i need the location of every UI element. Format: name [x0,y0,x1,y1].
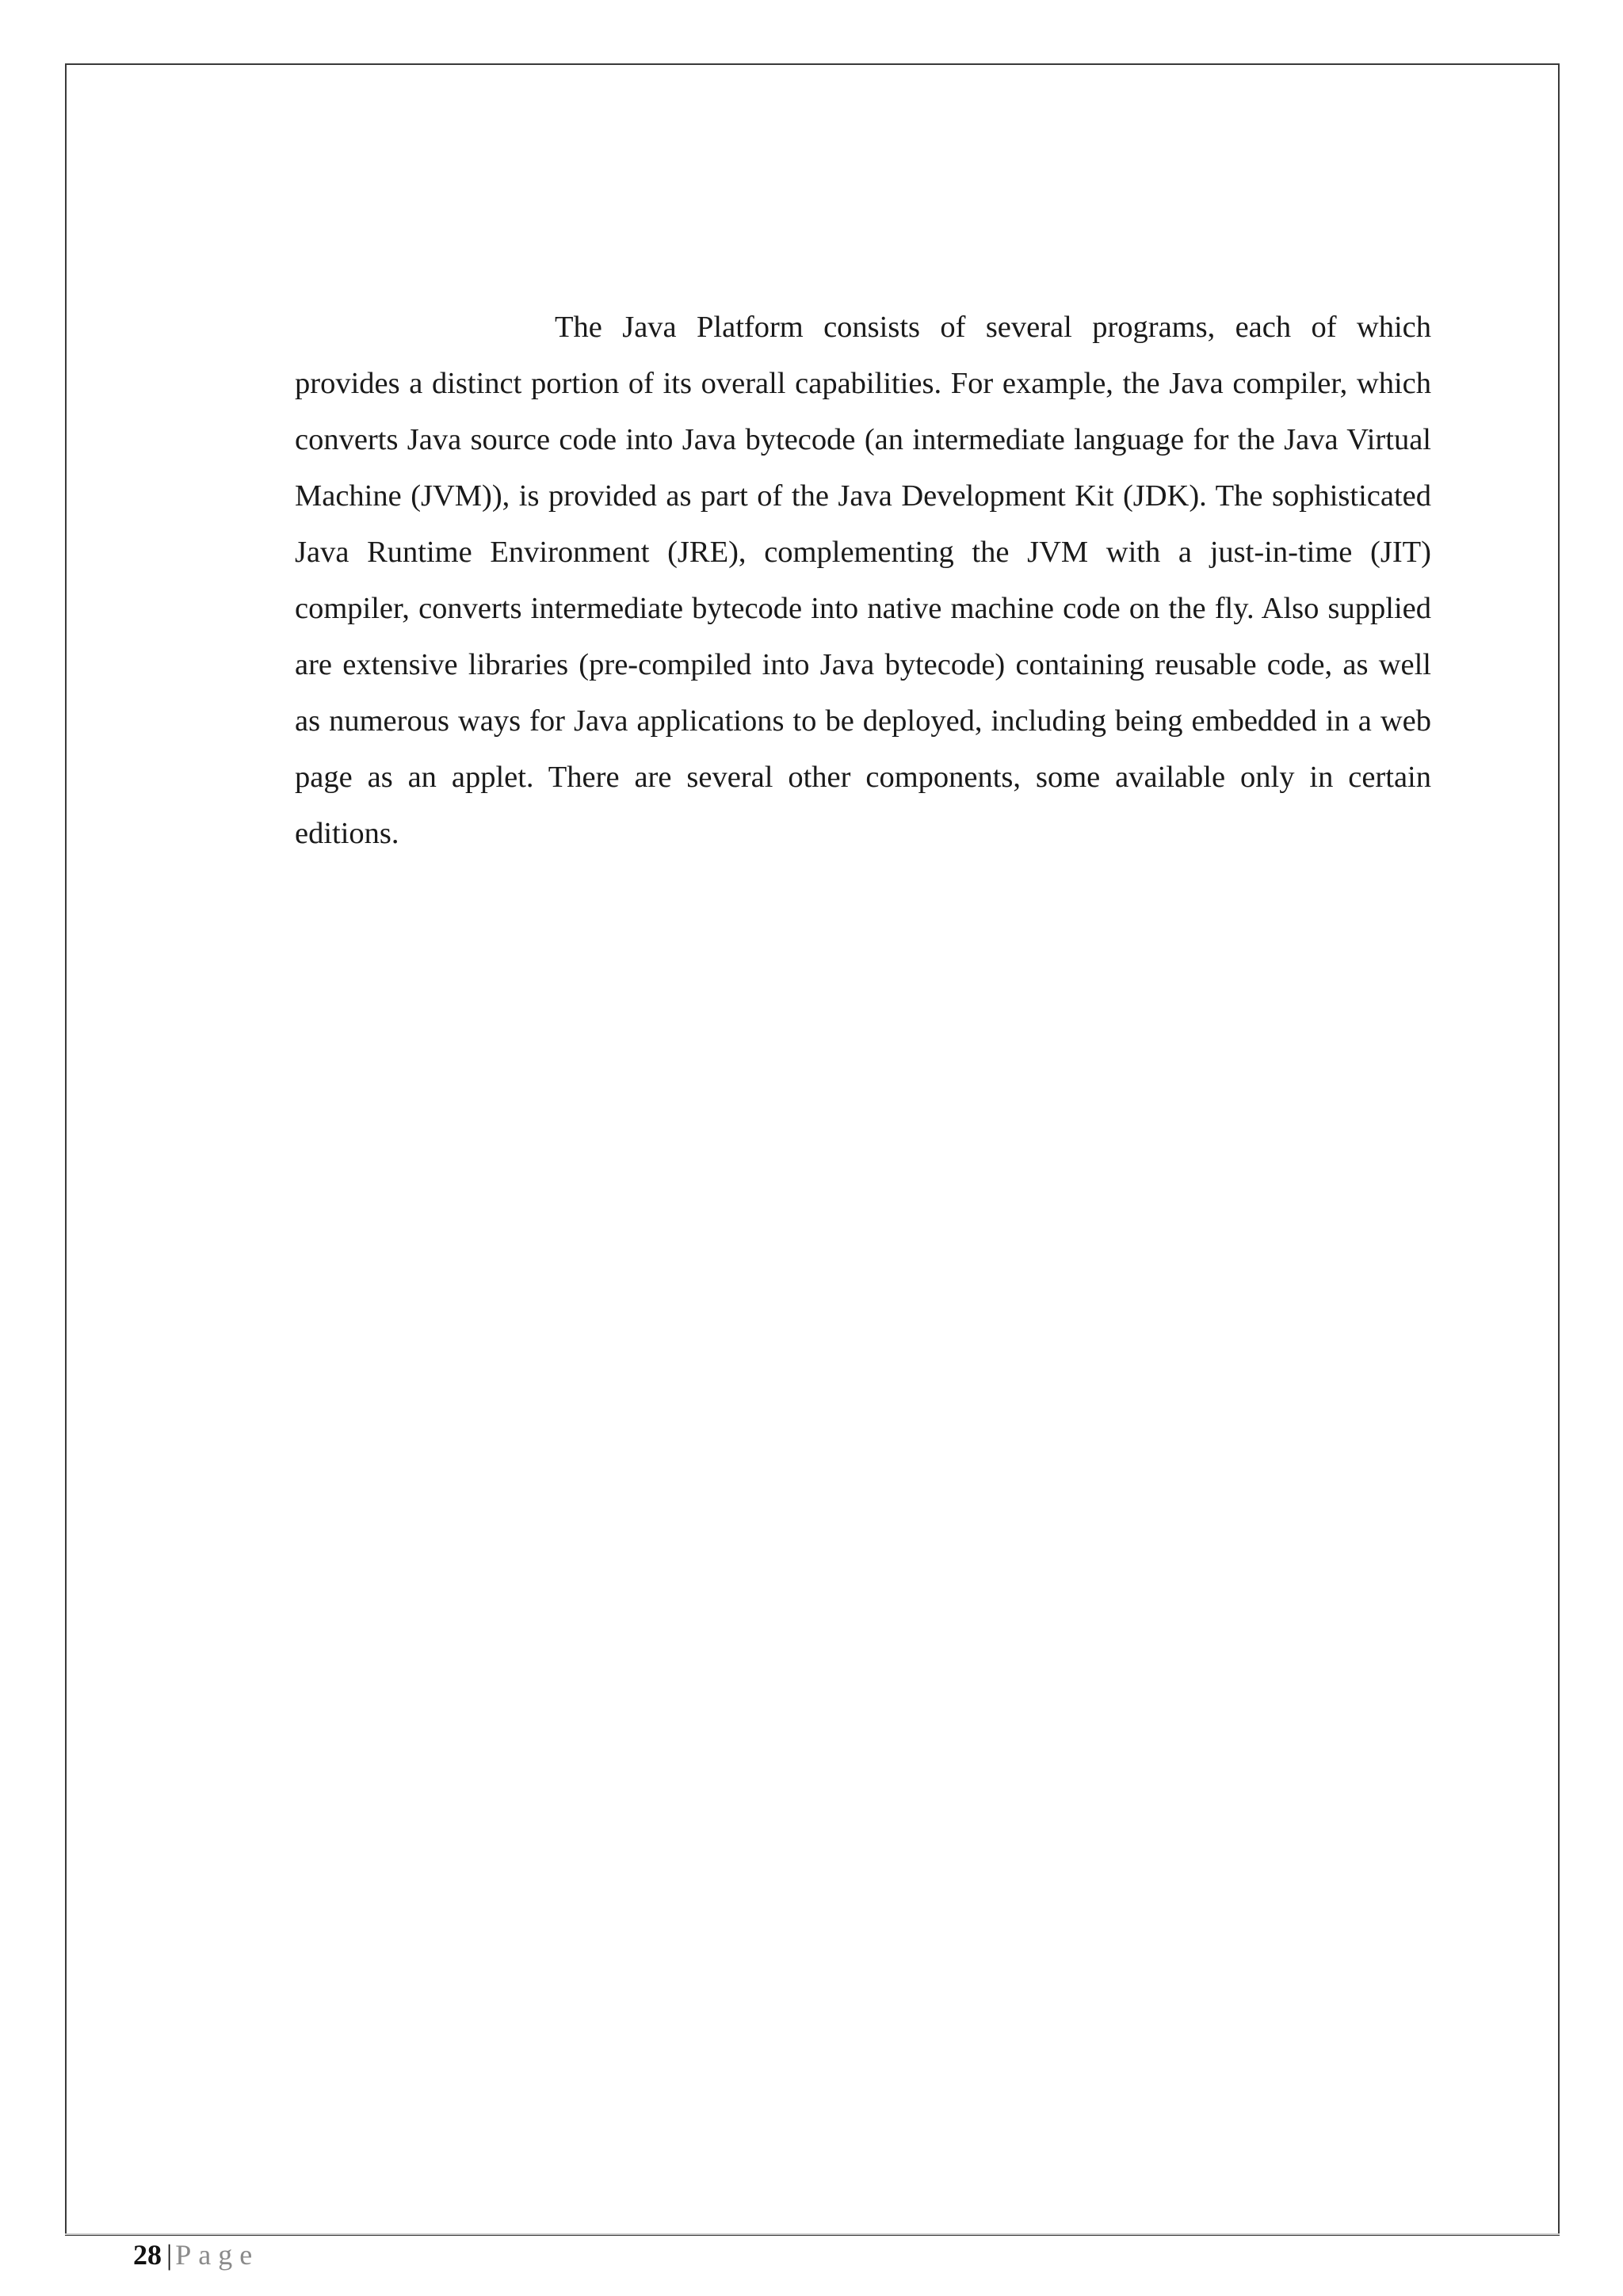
footer-divider [65,2233,1560,2235]
page-number: 28 [133,2239,162,2271]
page-label: Page [175,2239,260,2271]
body-paragraph: The Java Platform consists of several programs, each of which provides a distinct portion of its overall capabilities. For example, the Java compiler, which converts Java source code into Java bytecode (an intermediate language for the Java Virtual Machine (JVM)), is provided as part of the Java Development Kit (JDK). The sophisticated Java Runtime Environment (JRE), complementing the JVM with a just-in-time (JIT) compiler, converts intermediate bytecode into native machine code on the fly. Also supplied are extensive libraries (pre-compiled into Java bytecode) containing reusable code, as well as numerous ways for Java applications to be deployed, including being embedded in a web page as an applet. There are several other components, some available only in certain editions. [295,311,1431,850]
footer-separator: | [166,2239,173,2271]
page-footer [133,2236,259,2274]
